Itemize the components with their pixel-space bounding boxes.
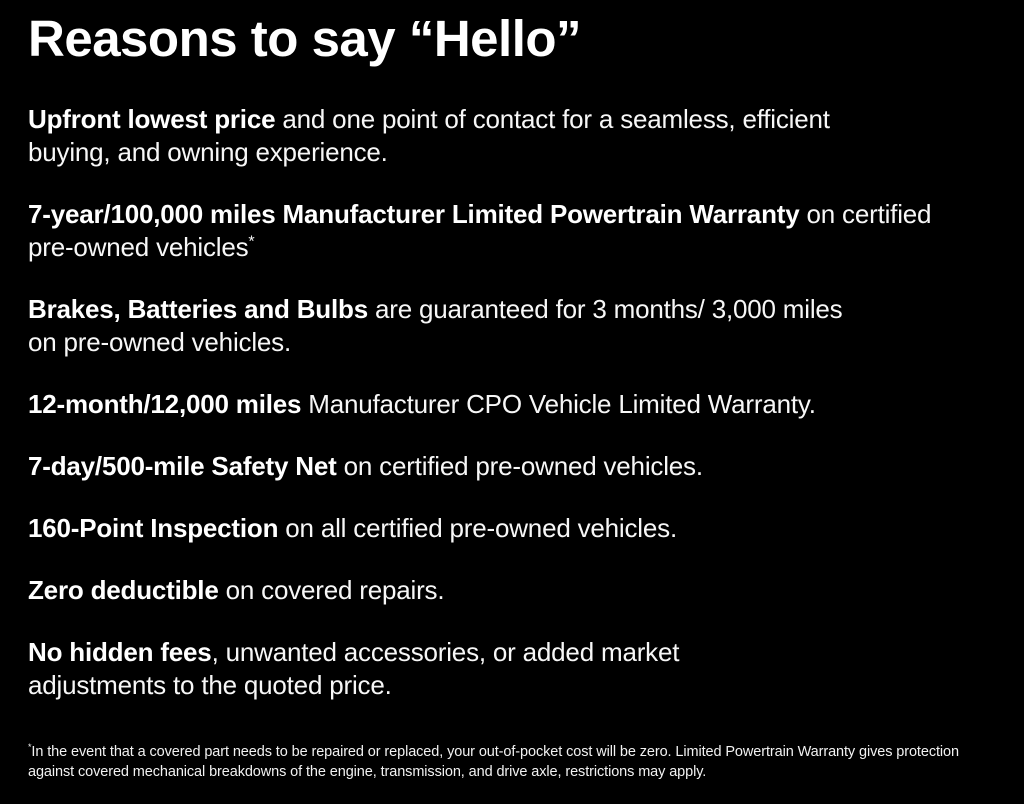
benefit-zero-deductible xyxy=(28,574,996,607)
benefit-powertrain-warranty xyxy=(28,198,933,264)
benefit-safety-net xyxy=(28,450,996,483)
benefit-bold-text: Zero deductible xyxy=(28,575,219,606)
benefit-upfront-price xyxy=(28,103,896,169)
benefit-bold-text: No hidden fees xyxy=(28,637,212,668)
benefit-rest-text: , unwanted accessories, or added market adjustments to the quoted price. xyxy=(28,637,680,701)
slide-content xyxy=(28,10,996,731)
benefit-rest-text: are guaranteed for 3 months/ 3,000 miles on pre-owned vehicles. xyxy=(28,294,843,358)
benefit-bold-text: 12-month/12,000 miles xyxy=(28,389,302,420)
benefit-rest-text: and one point of contact for a seamless, efficient buying, and owning experience. xyxy=(28,104,830,168)
benefit-brakes-batteries-bulbs xyxy=(28,293,874,359)
benefit-rest-text: on certified pre-owned vehicles. xyxy=(336,451,703,482)
benefit-cpo-warranty xyxy=(28,388,996,421)
footnote-asterisk: * xyxy=(28,742,32,753)
benefit-rest-text: on covered repairs. xyxy=(218,575,445,606)
benefit-bold-text: 160-Point Inspection xyxy=(28,513,279,544)
benefit-bold-text: Upfront lowest price xyxy=(28,104,276,135)
benefit-no-hidden-fees xyxy=(28,636,766,702)
page-title: Reasons to say “Hello” xyxy=(28,10,582,67)
footnote-text: In the event that a covered part needs to be repaired or replaced, your out-of-pocket cost will be zero. Limited Powertrain Warranty gives protection against covered mechanical breakdowns of the engine, transmission, and drive axle, restrictions may apply. xyxy=(28,744,959,780)
footnote-reference-asterisk: * xyxy=(248,232,255,251)
benefit-bold-text: 7-day/500-mile Safety Net xyxy=(28,451,337,482)
footnote xyxy=(28,742,973,782)
benefit-bold-text: 7-year/100,000 miles Manufacturer Limited Powertrain Warranty xyxy=(28,199,800,230)
benefit-rest-text: Manufacturer CPO Vehicle Limited Warranty. xyxy=(301,389,816,420)
benefit-bold-text: Brakes, Batteries and Bulbs xyxy=(28,294,368,325)
benefit-inspection xyxy=(28,512,996,545)
benefit-rest-text: on certified pre-owned vehicles xyxy=(28,199,932,263)
benefit-list xyxy=(28,103,996,702)
benefit-rest-text: on all certified pre-owned vehicles. xyxy=(278,513,677,544)
